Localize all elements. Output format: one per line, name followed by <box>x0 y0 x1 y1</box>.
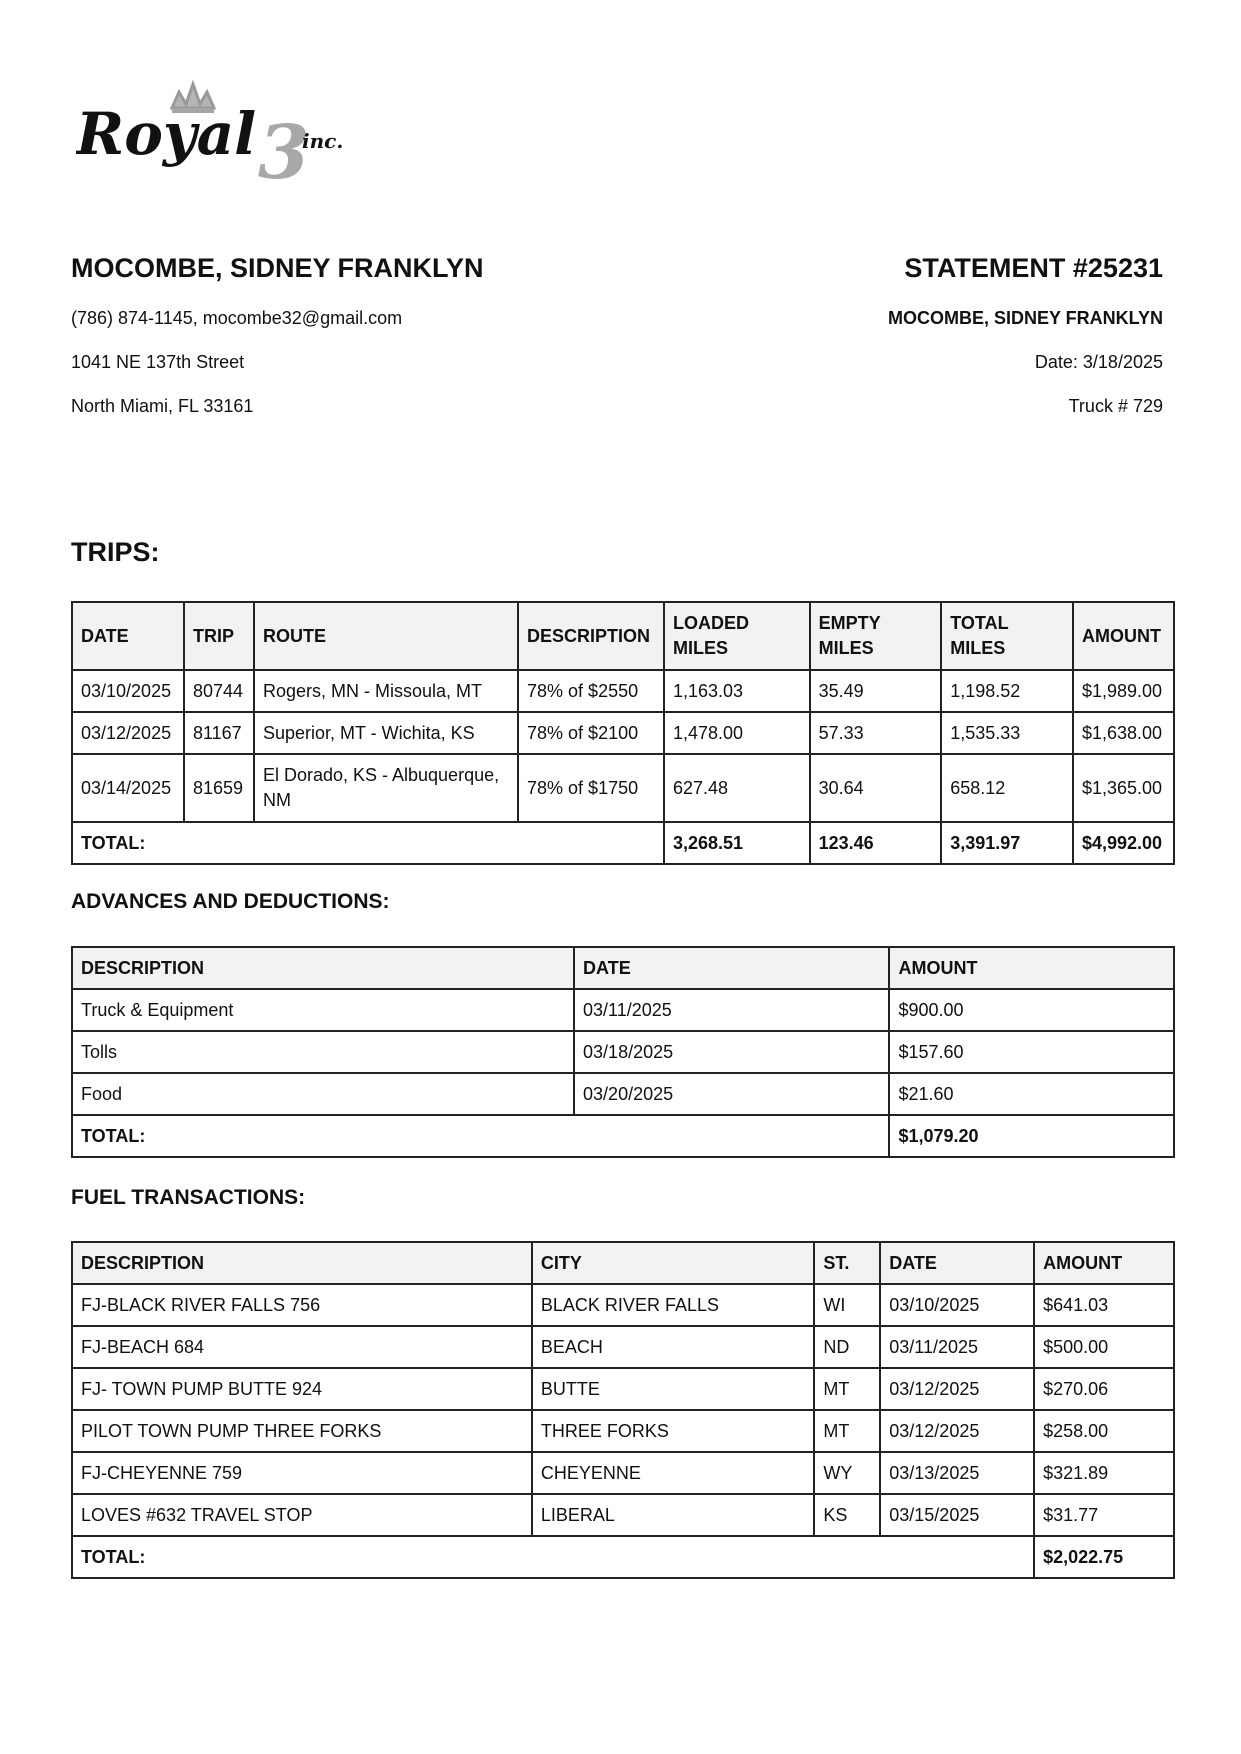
table-header-row <box>72 947 1174 989</box>
table-cell: 03/12/2025 <box>880 1410 1034 1452</box>
company-logo <box>76 78 406 190</box>
table-cell: $500.00 <box>1034 1326 1174 1368</box>
total-row <box>72 1115 1174 1157</box>
table-cell: Tolls <box>72 1031 574 1073</box>
table-cell: 03/12/2025 <box>72 712 184 754</box>
table-cell: Rogers, MN - Missoula, MT <box>254 670 518 712</box>
table-cell: $21.60 <box>889 1073 1174 1115</box>
table-cell: $641.03 <box>1034 1284 1174 1326</box>
logo-word: Royal <box>76 100 257 168</box>
col-header: DESCRIPTION <box>72 1242 532 1284</box>
col-header: AMOUNT <box>1073 602 1174 670</box>
col-header: DATE <box>574 947 889 989</box>
table-row <box>72 1031 1174 1073</box>
table-cell: 03/14/2025 <box>72 754 184 822</box>
logo-numeral: 3 <box>258 110 310 190</box>
table-cell: PILOT TOWN PUMP THREE FORKS <box>72 1410 532 1452</box>
table-cell: CHEYENNE <box>532 1452 814 1494</box>
statement-name: MOCOMBE, SIDNEY FRANKLYN <box>887 308 1163 328</box>
statement-date: Date: 3/18/2025 <box>1034 352 1163 372</box>
fuel-heading: FUEL TRANSACTIONS: <box>71 1186 306 1209</box>
trips-table <box>71 601 1175 865</box>
col-header: LOADED MILES <box>664 602 810 670</box>
driver-contact: (786) 874-1145, mocombe32@gmail.com <box>71 308 403 328</box>
table-cell: 03/10/2025 <box>880 1284 1034 1326</box>
table-cell: 03/18/2025 <box>574 1031 889 1073</box>
table-header-row <box>72 602 1174 670</box>
driver-address-line2: North Miami, FL 33161 <box>71 396 254 416</box>
driver-info <box>71 252 484 417</box>
table-cell: 78% of $2550 <box>518 670 664 712</box>
table-cell: BLACK RIVER FALLS <box>532 1284 814 1326</box>
table-cell: $258.00 <box>1034 1410 1174 1452</box>
col-header: AMOUNT <box>889 947 1174 989</box>
table-cell: FJ- TOWN PUMP BUTTE 924 <box>72 1368 532 1410</box>
table-cell: Truck & Equipment <box>72 989 574 1031</box>
table-cell: FJ-BEACH 684 <box>72 1326 532 1368</box>
driver-name: MOCOMBE, SIDNEY FRANKLYN <box>71 253 484 283</box>
table-cell: $1,365.00 <box>1073 754 1174 822</box>
total-amount: $4,992.00 <box>1073 822 1174 864</box>
table-cell: $1,989.00 <box>1073 670 1174 712</box>
table-cell: 81167 <box>184 712 254 754</box>
table-cell: 35.49 <box>810 670 942 712</box>
table-cell: MT <box>814 1410 880 1452</box>
table-cell: LIBERAL <box>532 1494 814 1536</box>
table-cell: 78% of $1750 <box>518 754 664 822</box>
statement-truck: Truck # 729 <box>1068 396 1163 416</box>
total-empty-miles: 123.46 <box>810 822 942 864</box>
table-cell: 78% of $2100 <box>518 712 664 754</box>
table-cell: 03/11/2025 <box>880 1326 1034 1368</box>
table-cell: WI <box>814 1284 880 1326</box>
col-header: EMPTY MILES <box>810 602 942 670</box>
table-row <box>72 1073 1174 1115</box>
col-header: DESCRIPTION <box>72 947 574 989</box>
table-row <box>72 1368 1174 1410</box>
table-cell: 1,535.33 <box>941 712 1073 754</box>
table-cell: 03/13/2025 <box>880 1452 1034 1494</box>
table-cell: 03/20/2025 <box>574 1073 889 1115</box>
table-cell: LOVES #632 TRAVEL STOP <box>72 1494 532 1536</box>
col-header: ST. <box>814 1242 880 1284</box>
table-cell: $900.00 <box>889 989 1174 1031</box>
table-cell: El Dorado, KS - Albuquerque, NM <box>254 754 518 822</box>
total-amount: $1,079.20 <box>889 1115 1174 1157</box>
table-cell: THREE FORKS <box>532 1410 814 1452</box>
col-header: DATE <box>72 602 184 670</box>
table-row <box>72 1494 1174 1536</box>
table-cell: FJ-CHEYENNE 759 <box>72 1452 532 1494</box>
total-row <box>72 822 1174 864</box>
col-header: CITY <box>532 1242 814 1284</box>
table-cell: 03/12/2025 <box>880 1368 1034 1410</box>
total-label: TOTAL: <box>72 1115 889 1157</box>
total-miles: 3,391.97 <box>941 822 1073 864</box>
table-row <box>72 1452 1174 1494</box>
table-cell: BUTTE <box>532 1368 814 1410</box>
total-amount: $2,022.75 <box>1034 1536 1174 1578</box>
col-header: AMOUNT <box>1034 1242 1174 1284</box>
fuel-table <box>71 1241 1175 1579</box>
table-cell: ND <box>814 1326 880 1368</box>
table-row <box>72 1326 1174 1368</box>
table-cell: 1,198.52 <box>941 670 1073 712</box>
table-cell: FJ-BLACK RIVER FALLS 756 <box>72 1284 532 1326</box>
table-cell: 30.64 <box>810 754 942 822</box>
table-cell: $321.89 <box>1034 1452 1174 1494</box>
table-cell: MT <box>814 1368 880 1410</box>
total-label: TOTAL: <box>72 822 664 864</box>
table-cell: 627.48 <box>664 754 810 822</box>
table-row <box>72 670 1174 712</box>
logo-suffix: inc. <box>302 129 344 153</box>
total-loaded-miles: 3,268.51 <box>664 822 810 864</box>
col-header: DESCRIPTION <box>518 602 664 670</box>
trips-heading: TRIPS: <box>71 537 160 567</box>
statement-info <box>888 252 1163 417</box>
table-row <box>72 1410 1174 1452</box>
table-row <box>72 754 1174 822</box>
table-cell: 81659 <box>184 754 254 822</box>
table-cell: $1,638.00 <box>1073 712 1174 754</box>
table-cell: WY <box>814 1452 880 1494</box>
col-header: TOTAL MILES <box>941 602 1073 670</box>
driver-address-line1: 1041 NE 137th Street <box>71 352 245 372</box>
table-header-row <box>72 1242 1174 1284</box>
table-cell: Superior, MT - Wichita, KS <box>254 712 518 754</box>
table-cell: KS <box>814 1494 880 1536</box>
table-cell: $270.06 <box>1034 1368 1174 1410</box>
table-cell: BEACH <box>532 1326 814 1368</box>
advances-table <box>71 946 1175 1158</box>
advances-heading: ADVANCES AND DEDUCTIONS: <box>71 890 390 913</box>
table-cell: 1,163.03 <box>664 670 810 712</box>
statement-title: STATEMENT #25231 <box>904 253 1163 283</box>
table-cell: 03/15/2025 <box>880 1494 1034 1536</box>
table-row <box>72 989 1174 1031</box>
table-cell: 80744 <box>184 670 254 712</box>
table-cell: 57.33 <box>810 712 942 754</box>
total-label: TOTAL: <box>72 1536 1034 1578</box>
col-header: TRIP <box>184 602 254 670</box>
col-header: DATE <box>880 1242 1034 1284</box>
table-cell: 03/11/2025 <box>574 989 889 1031</box>
table-cell: Food <box>72 1073 574 1115</box>
table-cell: 03/10/2025 <box>72 670 184 712</box>
total-row <box>72 1536 1174 1578</box>
table-cell: $157.60 <box>889 1031 1174 1073</box>
table-cell: 1,478.00 <box>664 712 810 754</box>
table-cell: 658.12 <box>941 754 1073 822</box>
table-row <box>72 1284 1174 1326</box>
table-cell: $31.77 <box>1034 1494 1174 1536</box>
table-row <box>72 712 1174 754</box>
col-header: ROUTE <box>254 602 518 670</box>
